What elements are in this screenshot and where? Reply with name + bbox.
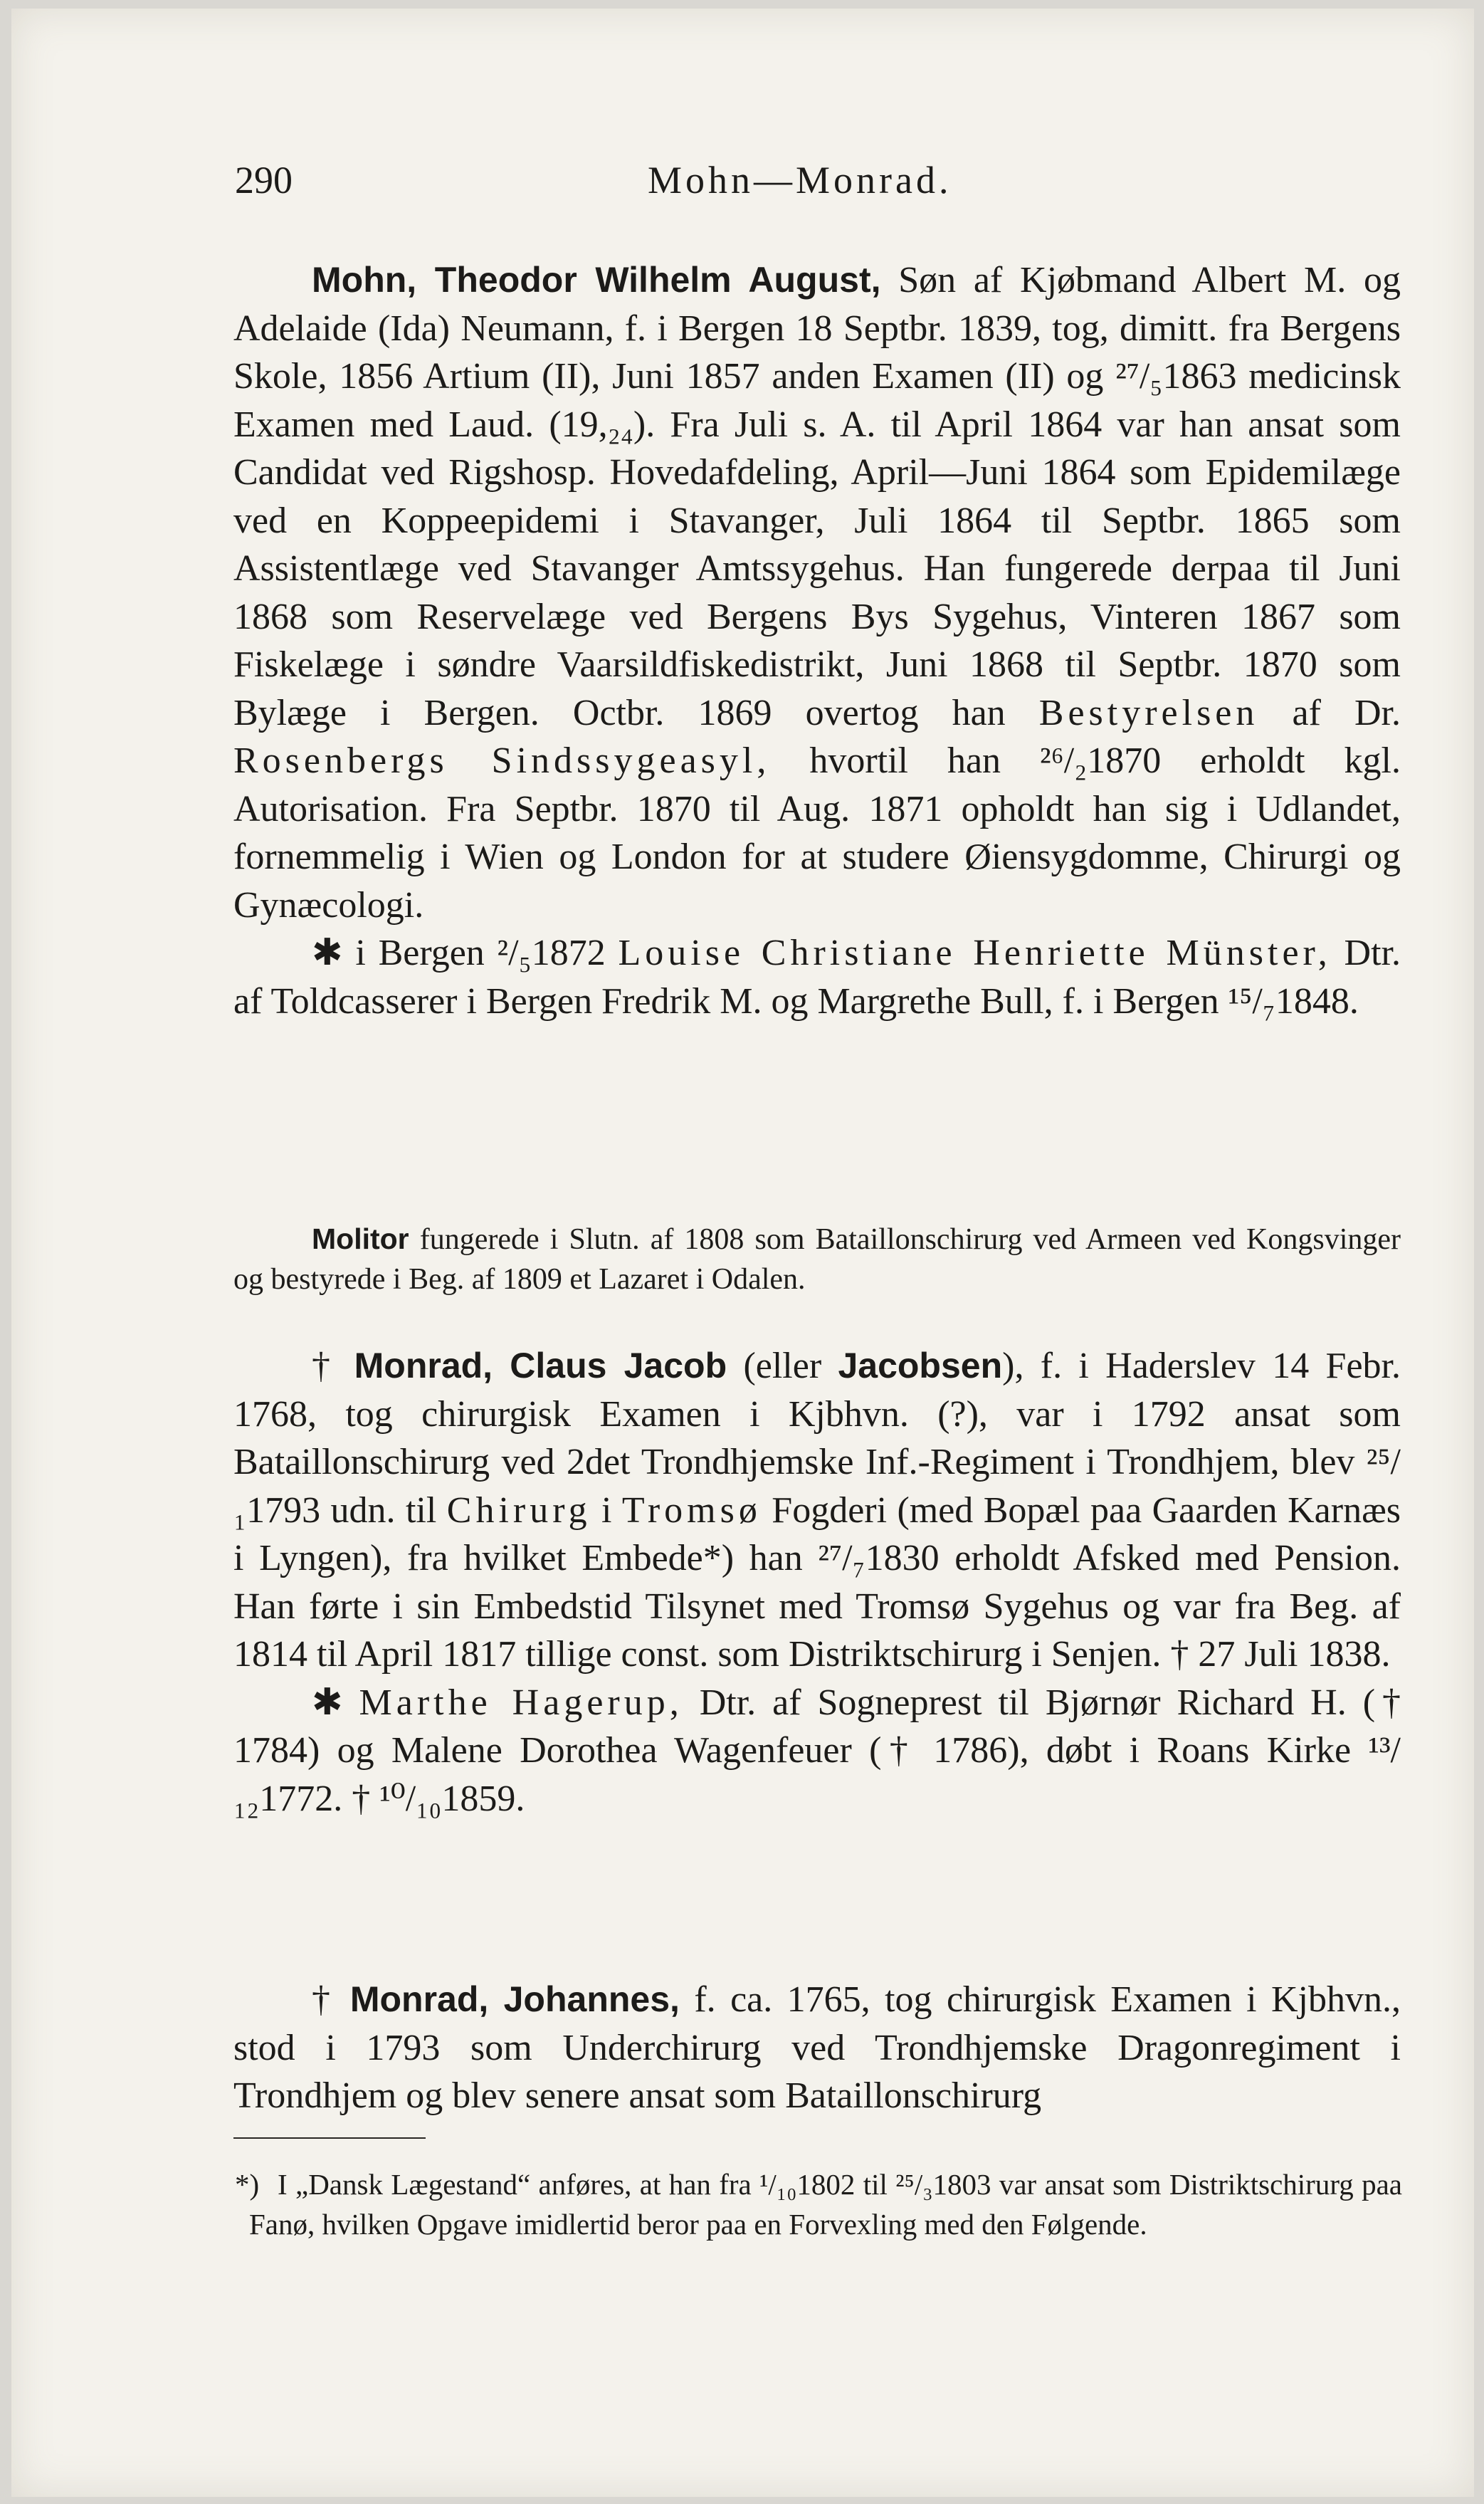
- entry-text: (eller: [727, 1346, 838, 1386]
- entry-monrad-johannes-body: [233, 1976, 1401, 2120]
- entry-text: ), f. i Haderslev 14 Febr. 1768, tog chirurgisk Examen i Kjbhvn. (?), var i 1792 ansat som Bataillonschirurg ved 2det Trondhjemske Inf.-Regiment i Trondhjem, blev ²⁵/₁1793 udn. til: [233, 1346, 1401, 1531]
- page-number: 290: [235, 159, 293, 201]
- footnote: [235, 2164, 1402, 2244]
- running-head: Mohn—Monrad.: [648, 159, 952, 201]
- entry-name: Molitor: [312, 1222, 409, 1255]
- death-mark: †: [312, 1979, 350, 2020]
- entry-spaced-text: Chirurg: [446, 1489, 591, 1531]
- spouse-name: Marthe Hagerup,: [359, 1682, 683, 1723]
- entry-molitor: [233, 1219, 1401, 1299]
- marriage-text: Dtr. af Toldcasserer i Bergen Fredrik M. og Margrethe Bull, f. i Bergen ¹⁵/₇1848.: [233, 933, 1401, 1022]
- entry-molitor-body: [233, 1219, 1401, 1299]
- footnote-text: I „Dansk Lægestand“ anføres, at han fra ¹/₁₀1802 til ²⁵/₃1803 var ansat som Distriktschirurg paa Fanø, hvilken Opgave imidlertid beror paa en Forvexling med den Følgende.: [249, 2168, 1402, 2241]
- entry-name: Mohn, Theodor Wilhelm August,: [312, 260, 881, 300]
- entry-spaced-text: Rosenbergs Sindssygeasyl,: [233, 740, 771, 781]
- entry-text: af Dr.: [1258, 692, 1401, 733]
- spouse-name: Louise Christiane Henriette Münster,: [618, 933, 1332, 973]
- entry-text: f. ca. 1765, tog chirurgisk Examen i Kjbhvn., stod i 1793 som Underchirurg ved Trondhjemske Dragonregiment i Trondhjem og blev senere ansat som Bataillonschirurg: [233, 1979, 1401, 2116]
- footnote-rule: [233, 2137, 426, 2139]
- death-mark: †: [312, 1346, 354, 1386]
- entry-text: Søn af Kjøbmand Albert M. og Adelaide (Ida) Neumann, f. i Bergen 18 Septbr. 1839, tog, dimitt. fra Bergens Skole, 1856 Artium (II), Juni 1857 anden Examen (II) og ²⁷/₅1863 medicinsk Examen med Laud. (19,₂₄). Fra Juli s. A. til April 1864 var han ansat som Candidat ved Rigshosp. Hovedafdeling, April—Juni 1864 som Epidemilæge ved en Koppeepidemi i Stavanger, Juli 1864 til Septbr. 1865 som Assistentlæge ved Stavanger Amtssygehus. Han fungerede derpaa til Juni 1868 som Reservelæge ved Bergens Bys Sygehus, Vinteren 1867 som Fiskelæge i søndre Vaarsildfiskedistrikt, Juni 1868 til Septbr. 1870 som Bylæge i Bergen. Octbr. 1869 overtog han: [233, 260, 1401, 733]
- entry-spaced-text: Bestyrelsen: [1038, 692, 1259, 733]
- entry-monrad-claus-body: [233, 1342, 1401, 1679]
- entry-monrad-johannes: [233, 1976, 1401, 2120]
- entry-text: Fogderi (med Bopæl paa Gaarden Karnæs i Lyngen), fra hvilket Embede*) han ²⁷/₇1830 erholdt Afsked med Pension. Han førte i sin Embedstid Tilsynet med Tromsø Sygehus og var fra Beg. af 1814 til April 1817 tillige const. som Distriktschirurg i Senjen. † 27 Juli 1838.: [233, 1489, 1401, 1675]
- footnote-mark: *): [235, 2168, 260, 2201]
- entry-monrad-claus-marriage: [233, 1679, 1401, 1823]
- entry-mohn-body: [233, 256, 1401, 929]
- entry-alt-name: Jacobsen: [838, 1346, 1003, 1385]
- entry-spaced-text: Tromsø: [621, 1489, 762, 1531]
- entry-text: hvortil han ²⁶/₂1870 erholdt kgl. Autorisation. Fra Septbr. 1870 til Aug. 1871 opholdt han sig i Udlandet, fornemmelig i Wien og London for at studere Øiensygdomme, Chirurgi og Gynæcologi.: [233, 740, 1401, 926]
- marriage-prefix: ✱ i Bergen ²/₅1872: [312, 933, 619, 973]
- marriage-prefix: ✱: [312, 1682, 359, 1723]
- marriage-text: Dtr. af Sogneprest til Bjørnør Richard H. († 1784) og Malene Dorothea Wagenfeuer († 1786), døbt i Roans Kirke ¹³/₁₂1772. † ¹⁰/₁₀1859.: [233, 1682, 1401, 1819]
- entry-name: Monrad, Johannes,: [349, 1979, 680, 2019]
- entry-text: fungerede i Slutn. af 1808 som Bataillonschirurg ved Armeen ved Kongsvinger og bestyrede i Beg. af 1809 et Lazaret i Odalen.: [233, 1223, 1401, 1296]
- entry-mohn: [233, 256, 1401, 1025]
- entry-monrad-claus: [233, 1342, 1401, 1823]
- entry-mohn-marriage: [233, 929, 1401, 1025]
- entry-name: Monrad, Claus Jacob: [354, 1346, 727, 1385]
- page-header: [235, 158, 1374, 208]
- entry-text: i: [591, 1489, 622, 1531]
